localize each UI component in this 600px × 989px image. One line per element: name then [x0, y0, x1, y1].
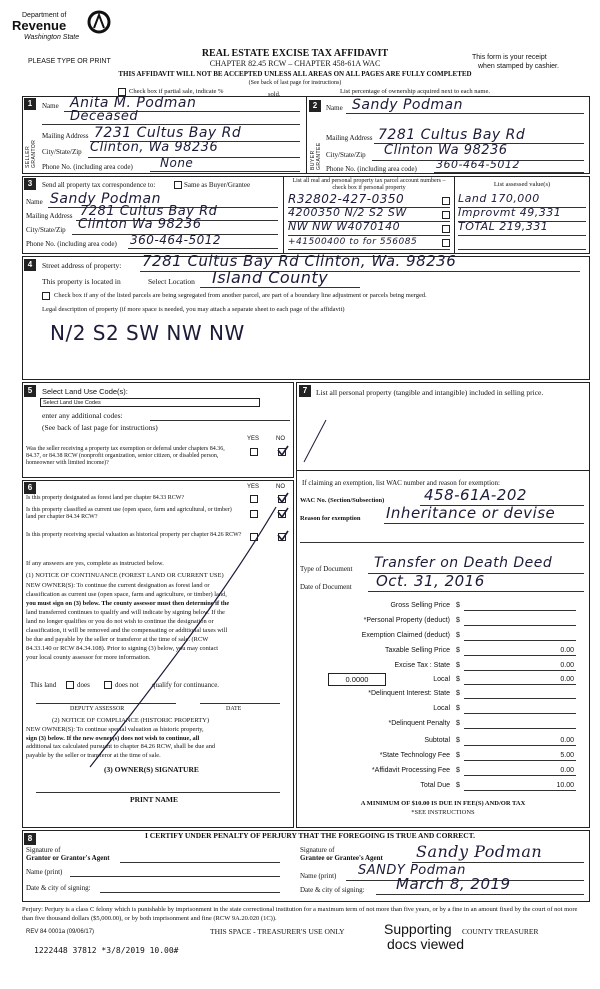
- same-as-buyer-label: Same as Buyer/Grantee: [184, 181, 251, 189]
- reason-label: Reason for exemption: [300, 515, 361, 522]
- affidavit-fee-label: *Affidavit Processing Fee: [371, 767, 450, 774]
- parcel-3[interactable]: NW NW W4070140: [288, 220, 401, 233]
- this-land-label: This land: [30, 681, 57, 689]
- seller-phone[interactable]: None: [160, 156, 194, 170]
- section-7-number: 7: [299, 385, 311, 397]
- forest-yes-checkbox[interactable]: [250, 495, 258, 503]
- land-use-label: Select Land Use Code(s):: [42, 387, 128, 396]
- notice1-line: classification as current use (open space, farm and agriculture, or timber) land,: [26, 591, 227, 598]
- dollar-sign: $: [456, 737, 460, 744]
- dollar-sign: $: [456, 690, 460, 697]
- street-address[interactable]: 7281 Cultus Bay Rd Clinton, Wa. 98236: [142, 252, 457, 270]
- section-5-number: 5: [24, 385, 36, 397]
- certify-statement: I CERTIFY UNDER PENALTY OF PERJURY THAT THE FOREGOING IS TRUE AND CORRECT.: [144, 831, 475, 840]
- parcel-list: [288, 194, 450, 250]
- buyer-mailing[interactable]: 7281 Cultus Bay Rd: [378, 127, 526, 143]
- seller-name-label: Name: [42, 102, 59, 110]
- dollar-sign: $: [456, 647, 460, 654]
- delinquent-interest-label: *Delinquent Interest: State: [368, 690, 450, 697]
- seller-phone-label: Phone No. (including area code): [42, 163, 133, 171]
- gross-price-label: Gross Selling Price: [390, 602, 450, 609]
- grantee-sig-label-1: Signature of: [300, 846, 335, 854]
- notice1-line: your local county assessor for more information.: [26, 654, 151, 661]
- additional-codes-label: enter any additional codes:: [42, 411, 123, 420]
- dollar-sign: $: [456, 705, 460, 712]
- buyer-phone[interactable]: 360-464-5012: [436, 158, 520, 171]
- section-3-number: 3: [24, 178, 36, 190]
- grantor-date-label: Date & city of signing:: [26, 884, 91, 892]
- forest-question: Is this property designated as forest land per chapter 84.33 RCW?: [26, 495, 185, 501]
- corr-city-label: City/State/Zip: [26, 226, 66, 234]
- grantee-name-label: Name (print): [300, 872, 337, 880]
- agency-line3: Washington State: [24, 34, 80, 41]
- subtotal-label: Subtotal: [424, 737, 450, 744]
- segregated-checkbox[interactable]: [42, 292, 50, 300]
- revenue-logo-icon: [86, 10, 112, 34]
- doc-date-label: Date of Document: [300, 583, 352, 591]
- doc-type-label: Type of Document: [300, 565, 353, 573]
- grantee-signature[interactable]: Sandy Podman: [416, 842, 543, 861]
- seller-mailing-label: Mailing Address: [42, 132, 89, 140]
- form-see-back: (See back of last page for instructions): [248, 80, 342, 86]
- designation-instructions: If any answers are yes, complete as instructed below.: [26, 560, 164, 567]
- street-label: Street address of property:: [42, 261, 122, 270]
- parcel-4-checkbox[interactable]: [442, 239, 450, 247]
- corr-mailing-label: Mailing Address: [26, 212, 73, 220]
- tech-fee-label: *State Technology Fee: [379, 752, 450, 759]
- personal-property-slash-icon: [300, 418, 330, 464]
- affidavit-fee-value[interactable]: 0.00: [560, 767, 574, 774]
- please-type: PLEASE TYPE OR PRINT: [28, 58, 111, 65]
- exemption-yes-checkbox[interactable]: [250, 448, 258, 456]
- exemption-no-check-mark-icon: [277, 445, 289, 457]
- current-use-question: Is this property classified as current use (open space, farm and agricultural, or timber) land per chapter 84.34 RCW?: [26, 507, 232, 520]
- parcel-header: List all real and personal property tax parcel account numbers – check box if personal property: [292, 178, 446, 191]
- exemption-no-header: NO: [276, 436, 285, 442]
- wac-number[interactable]: 458-61A-202: [424, 486, 527, 504]
- segregated-label: Check box if any of the listed parcels are being segregated from another parcel, are part of a boundary line adjustment or parcels being merged.: [54, 292, 427, 299]
- delinquent-penalty-label: *Delinquent Penalty: [388, 720, 450, 727]
- owner-signature-label: (3) OWNER(S) SIGNATURE: [104, 765, 199, 774]
- parcel-1-checkbox[interactable]: [442, 197, 450, 205]
- notice1-line: you must sign on (3) below. The county assessor must then determine if the: [26, 600, 230, 607]
- parcel-3-checkbox[interactable]: [442, 225, 450, 233]
- treasurer-use-label: THIS SPACE - TREASURER'S USE ONLY: [210, 927, 345, 936]
- rev-form-number: REV 84 0001a (09/06/17): [26, 929, 95, 935]
- document-date[interactable]: Oct. 31, 2016: [376, 572, 485, 590]
- parcel-4[interactable]: +41500400 to for 556085: [288, 237, 418, 247]
- grantee-name[interactable]: SANDY Podman: [358, 863, 466, 878]
- assessed-improvement[interactable]: Improvmt 49,331: [458, 206, 562, 219]
- grantor-sig-label-2: Grantor or Grantor's Agent: [26, 854, 110, 862]
- select-location-label: Select Location: [148, 277, 195, 286]
- corr-name-label: Name: [26, 198, 43, 206]
- land-does-not-label: does not: [115, 681, 139, 689]
- form-warning: THIS AFFIDAVIT WILL NOT BE ACCEPTED UNLESS ALL AREAS ON ALL PAGES ARE FULLY COMPLETED: [118, 70, 472, 78]
- grantor-name-label: Name (print): [26, 868, 63, 876]
- personal-deduct-label: *Personal Property (deduct): [363, 617, 450, 624]
- seller-side-label: SELLER GRANTOR: [25, 139, 37, 168]
- perjury-notice: Perjury: Perjury is a class C felony which is punishable by imprisonment in the state correctional institution for a maximum term of not more than five years, or by a fine in an amount fixed by the court of not more than five thousand dollars ($5,000.00), or by both imprisonment and fine (RCW 9A.20.020 (1C)).: [22, 906, 578, 922]
- total-due-label: Total Due: [420, 782, 450, 789]
- parcel-1[interactable]: R32802-427-0350: [288, 192, 405, 206]
- percentage-note: List percentage of ownership acquired next to each name.: [340, 88, 490, 95]
- local-tax-value[interactable]: 0.00: [560, 676, 574, 683]
- legal-desc-label: Legal description of property (if more space is needed, you may attach a separate sheet to each page of the affidavit): [42, 306, 345, 313]
- notice-compliance-title: (2) NOTICE OF COMPLIANCE (HISTORIC PROPERTY): [52, 717, 210, 724]
- dollar-sign: $: [456, 752, 460, 759]
- dollar-sign: $: [456, 632, 460, 639]
- located-label: This property is located in: [42, 277, 121, 286]
- taxable-price-value[interactable]: 0.00: [560, 647, 574, 654]
- assessed-header: List assessed value(s): [493, 181, 551, 188]
- land-does-label: does: [77, 681, 90, 689]
- parcel-2[interactable]: 4200350 N/2 S2 SW: [288, 206, 407, 219]
- seller-name-2[interactable]: Deceased: [70, 109, 139, 124]
- delinquent-local-label: Local: [433, 705, 450, 712]
- designation-no-header: NO: [276, 484, 285, 490]
- recording-number: 1222448 37812 *3/8/2019 10.00#: [34, 946, 179, 955]
- seller-city-label: City/State/Zip: [42, 148, 82, 156]
- seller-mailing[interactable]: 7231 Cultus Bay Rd: [94, 125, 242, 141]
- assessed-list: [458, 194, 586, 250]
- stamp-line-1: Supporting: [384, 921, 452, 937]
- corr-city[interactable]: Clinton Wa 98236: [78, 217, 202, 232]
- stamped-note: when stamped by cashier.: [478, 63, 559, 70]
- historic-question: Is this property receiving special valuation as historical property per chapter 84.26 RCW?: [26, 532, 242, 538]
- land-use-select[interactable]: Select Land Use Codes: [40, 398, 260, 407]
- buyer-city-label: City/State/Zip: [326, 151, 366, 159]
- dollar-sign: $: [456, 676, 460, 683]
- dollar-sign: $: [456, 767, 460, 774]
- deputy-assessor-label: DEPUTY ASSESSOR: [70, 706, 125, 712]
- partial-sale-label: Check box if partial sale, indicate %: [129, 88, 224, 95]
- section-2-number: 2: [309, 100, 321, 112]
- buyer-name-label: Name: [326, 104, 343, 112]
- buyer-side-label: BUYER GRANTEE: [310, 142, 322, 170]
- dollar-sign: $: [456, 617, 460, 624]
- seller-city[interactable]: Clinton, Wa 98236: [90, 140, 219, 155]
- same-as-buyer-checkbox[interactable]: [174, 181, 182, 189]
- exemption-question: Was the seller receiving a property tax exemption or deferral under chapters 84.36, 84.37, or 84.38 RCW (nonprofit organization, senior citizen, or disabled person, homeowner with limited income)?: [26, 446, 225, 466]
- notice2-line: NEW OWNER(S): To continue special valuation as historic property,: [26, 726, 204, 733]
- exemption-deduct-label: Exemption Claimed (deduct): [361, 632, 450, 639]
- grantee-sig-label-2: Grantee or Grantee's Agent: [300, 854, 383, 862]
- receipt-note: This form is your receipt: [472, 54, 547, 61]
- excise-state-label: Excise Tax : State: [394, 662, 450, 669]
- notice1-line: classification, it will be removed and the compensating or additional taxes will: [26, 627, 228, 634]
- county-treasurer-label: COUNTY TREASURER: [462, 927, 539, 936]
- notice1-line: 84.33.140 or RCW 84.34.108). Prior to signing (3) below, you may contact: [26, 645, 219, 652]
- date-label: DATE: [226, 706, 242, 712]
- local-rate-box[interactable]: 0.0000: [328, 673, 386, 686]
- exemption-reason[interactable]: Inheritance or devise: [386, 504, 556, 522]
- designation-yes-header: YES: [247, 484, 260, 490]
- notice1-line: be due and payable by the seller or transferor at the time of sale. (RCW: [26, 636, 209, 643]
- corr-name[interactable]: Sandy Podman: [50, 191, 161, 207]
- send-correspondence-label: Send all property tax correspondence to:: [42, 181, 156, 189]
- forest-no-check-mark-icon: [277, 492, 289, 504]
- dollar-sign: $: [456, 662, 460, 669]
- stamp-line-2: docs viewed: [387, 936, 465, 952]
- wac-label: WAC No. (Section/Subsection): [300, 497, 385, 504]
- form-title: REAL ESTATE EXCISE TAX AFFIDAVIT: [201, 48, 389, 59]
- corr-phone[interactable]: 360-464-5012: [130, 233, 222, 247]
- excise-state-value[interactable]: 0.00: [560, 662, 574, 669]
- qualify-label: qualify for continuance.: [152, 681, 220, 689]
- agency-logo-text: Revenue: [12, 18, 67, 33]
- document-type[interactable]: Transfer on Death Deed: [374, 555, 553, 571]
- total-due-value[interactable]: 10.00: [556, 782, 574, 789]
- section-1-number: 1: [24, 98, 36, 110]
- print-name-label: PRINT NAME: [130, 795, 178, 804]
- local-label: Local: [433, 676, 450, 683]
- notice2-line: payable by the seller or transferor at the time of sale.: [26, 751, 161, 759]
- tech-fee-value[interactable]: 5.00: [560, 752, 574, 759]
- land-use-see-back: (See back of last page for instructions): [42, 423, 158, 432]
- dollar-sign: $: [456, 720, 460, 727]
- void-slash-mark-icon: [60, 505, 280, 775]
- section-4-number: 4: [24, 259, 36, 271]
- subtotal-value[interactable]: 0.00: [560, 737, 574, 744]
- assessed-land[interactable]: Land 170,000: [458, 192, 540, 205]
- notice2-line: sign (3) below. If the new owner(s) does not wish to continue, all: [26, 734, 200, 742]
- corr-mailing[interactable]: 7281 Cultus Bay Rd: [80, 204, 218, 219]
- section-6-number: 6: [24, 482, 36, 494]
- dollar-sign: $: [456, 602, 460, 609]
- agency-line1: Department of: [22, 12, 67, 19]
- assessed-total[interactable]: TOTAL 219,331: [458, 220, 549, 233]
- claim-exemption-label: If claiming an exemption, list WAC number and reason for exemption:: [302, 479, 500, 487]
- corr-phone-label: Phone No. (including area code): [26, 240, 117, 248]
- see-instructions-note: *SEE INSTRUCTIONS: [411, 809, 475, 816]
- notice1-line: NEW OWNER(S): To continue the current designation as forest land or: [26, 582, 210, 589]
- parcel-2-checkbox[interactable]: [442, 211, 450, 219]
- property-location[interactable]: Island County: [212, 268, 329, 287]
- grantor-sig-label-1: Signature of: [26, 846, 61, 854]
- personal-property-label: List all personal property (tangible and intangible) included in selling price.: [316, 388, 544, 397]
- notice1-line: land no longer qualifies or you do not wish to continue the designation or: [26, 618, 214, 625]
- buyer-name[interactable]: Sandy Podman: [352, 97, 463, 113]
- buyer-mailing-label: Mailing Address: [326, 134, 373, 142]
- form-chapter: CHAPTER 82.45 RCW – CHAPTER 458-61A WAC: [209, 59, 381, 68]
- buyer-city[interactable]: Clinton Wa 98236: [384, 143, 508, 158]
- dollar-sign: $: [456, 782, 460, 789]
- supporting-docs-stamp: [384, 922, 464, 952]
- legal-description[interactable]: N/2 S2 SW NW NW: [50, 321, 245, 345]
- section-8-number: 8: [24, 833, 36, 845]
- grantee-date[interactable]: March 8, 2019: [396, 875, 511, 893]
- partial-sold-label: sold.: [268, 91, 281, 98]
- taxable-price-label: Taxable Selling Price: [385, 647, 450, 654]
- buyer-phone-label: Phone No. (including area code): [326, 165, 417, 173]
- notice1-line: land transferred continues to qualify and will indicate by signing below. If the: [26, 609, 225, 616]
- notice2-line: additional tax calculated pursuant to chapter 84.26 RCW, shall be due and: [26, 743, 216, 750]
- grantee-date-label: Date & city of signing:: [300, 886, 365, 894]
- seller-name[interactable]: Anita M. Podman: [70, 95, 197, 111]
- exemption-yes-header: YES: [247, 436, 260, 442]
- minimum-fee-note: A MINIMUM OF $10.00 IS DUE IN FEE(S) AND/OR TAX: [360, 800, 526, 807]
- notice-continuance-title: (1) NOTICE OF CONTINUANCE (FOREST LAND OR CURRENT USE): [26, 572, 224, 579]
